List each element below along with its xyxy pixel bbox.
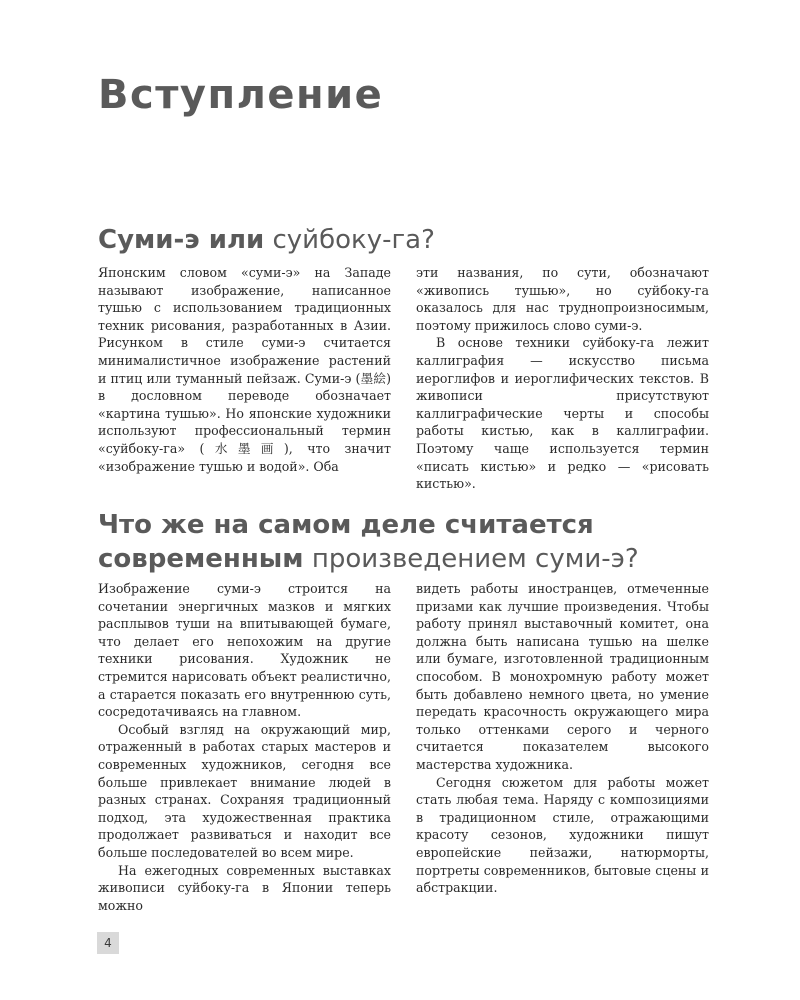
- section1-right-column: [416, 264, 709, 493]
- paragraph: В основе техники суйбоку-га лежит каллиграфия — искусство письма иероглифов и иероглифических текстов. В живописи присутствуют каллиграфические черты и способы работы кистью, как в каллиграфии. Поэтому чаще используется термин «писать кистью» и редко — «рисовать кистью».: [416, 335, 709, 492]
- section2-left-column: [98, 580, 391, 914]
- page-title: Вступление: [98, 72, 384, 118]
- paragraph: На ежегодных современных выставках живописи суйбоку-га в Японии теперь можно: [98, 862, 391, 913]
- paragraph: эти названия, по сути, обозначают «живопись тушью», но суйбоку-га оказалось для нас труднопроизносимым, поэтому прижилось слово суми-э.: [416, 265, 709, 333]
- section-heading-bold: Суми-э или: [98, 225, 265, 255]
- page-number: 4: [97, 932, 119, 954]
- paragraph: Изображение суми-э строится на сочетании энергичных мазков и мягких расплывов туши на впитывающей бумаге, что делает его непохожим на другие техники рисования. Художник не стремится нарисовать объект реалистично, а старается показать его внутреннюю суть, сосредотачиваясь на главном.: [98, 581, 391, 720]
- paragraph: Особый взгляд на окружающий мир, отраженный в работах старых мастеров и современных художников, сегодня все больше привлекает внимание людей в разных странах. Сохраняя традиционный подход, эта художественная практика продолжает развиваться и находит все больше последователей во всем мире.: [98, 721, 391, 860]
- paragraph: Сегодня сюжетом для работы может стать любая тема. Наряду с композициями в традиционном стиле, отражающими красоту сезонов, художники пишут европейские пейзажи, натюрморты, портреты современников, бытовые сцены и абстракции.: [416, 774, 709, 896]
- section-heading-bold: современным: [98, 544, 304, 574]
- section2-right-column: [416, 580, 709, 897]
- section-heading-regular: произведением суми-э?: [303, 544, 639, 574]
- section-heading-line1: Что же на самом деле считается: [98, 510, 594, 540]
- section-heading-sumie: [98, 223, 435, 257]
- paragraph: видеть работы иностранцев, отмеченные призами как лучшие произведения. Чтобы работу принял выставочный комитет, она должна быть написана тушью на шелке или бумаге, изготовленной традиционным способом. В монохромную работу может быть добавлено немного цвета, но умение передать красочность окружающего мира только оттенками серого и черного считается показателем высокого мастерства художника.: [416, 581, 709, 772]
- section1-left-column: [98, 264, 391, 475]
- section-heading-modern: [98, 508, 639, 576]
- paragraph: Японским словом «суми-э» на Западе называют изображение, написанное тушью с использованием традиционных техник рисования, разработанных в Азии. Рисунком в стиле суми-э считается минималистичное изображение растений и птиц или туманный пейзаж. Суми-э (墨絵) в дословном переводе обозначает «картина тушью». Но японские художники используют профессиональный термин «суйбоку-га» (水墨画), что значит «изображение тушью и водой». Оба: [98, 265, 391, 474]
- section-heading-regular: суйбоку-га?: [264, 225, 435, 255]
